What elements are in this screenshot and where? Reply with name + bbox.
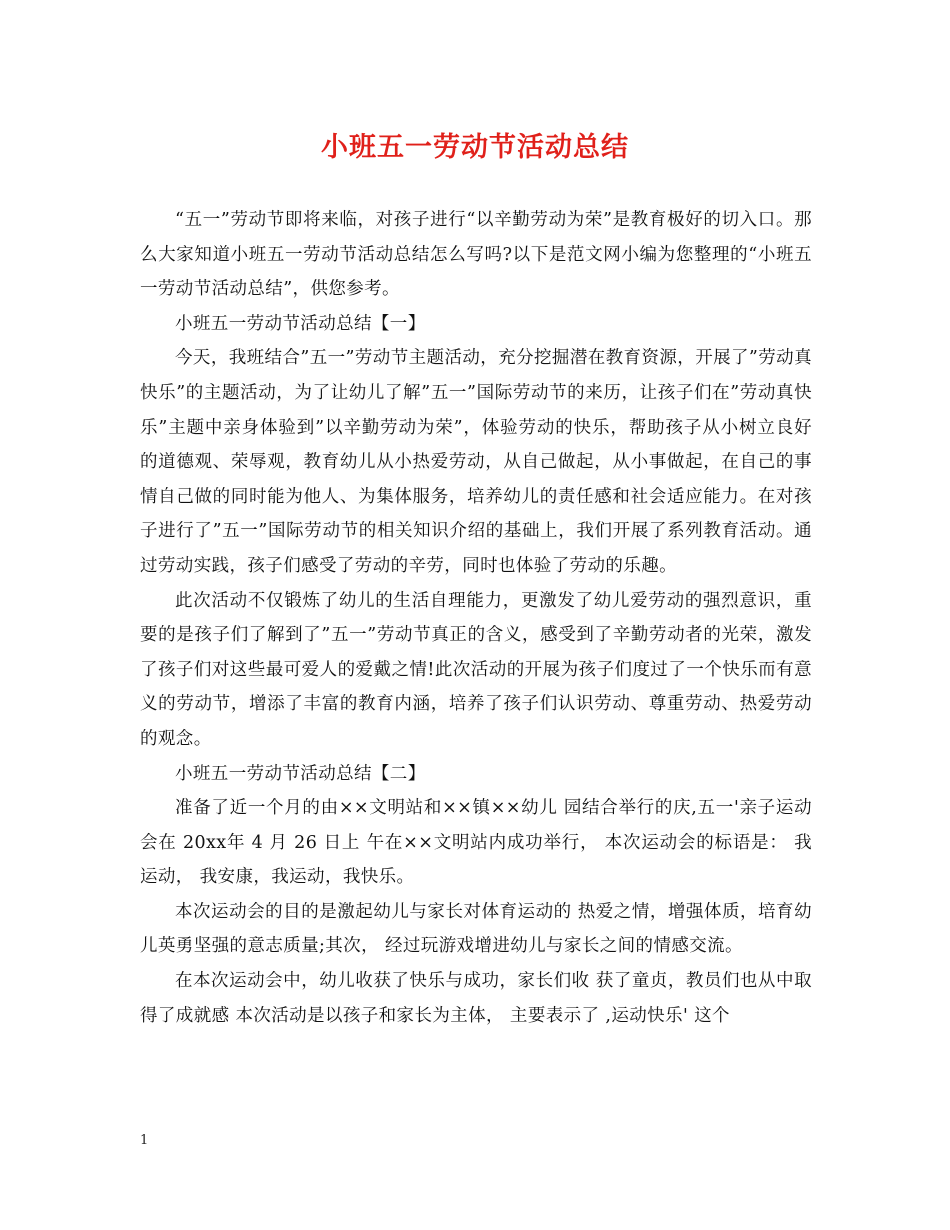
document-title: 小班五一劳动节活动总结: [321, 132, 629, 163]
intro-paragraph: “五一”劳动节即将来临，对孩子进行“以辛勤劳动为荣”是教育极好的切入口。那么大家知道小班五一劳动节活动总结怎么写吗?以下是范文网小编为您整理的“小班五一劳动节活动总结”，供您参考。: [140, 210, 812, 300]
section-heading-one: 小班五一劳动节活动总结【一】: [175, 313, 426, 334]
body-paragraph: 在本次运动会中，幼儿收获了快乐与成功，家长们收 获了童贞，教员们也从中取得了成就感 本次活动是以孩子和家长为主体， 主要表示了 ,运动快乐' 这个: [140, 971, 812, 1026]
page-number: 1: [140, 1133, 149, 1148]
section-heading-two: 小班五一劳动节活动总结【二】: [175, 763, 426, 784]
body-paragraph: 准备了近一个月的由××文明站和××镇××幼儿 园结合举行的庆,五一'亲子运动会在 20xx年 4 月 26 日上 午在××文明站内成功举行， 本次运动会的标语是： 我运动， 我安康，我运动，我快乐。: [140, 798, 812, 888]
body-paragraph: 此次活动不仅锻炼了幼儿的生活自理能力，更激发了幼儿爱劳动的强烈意识，重要的是孩子们了解到了”五一”劳动节真正的含义，感受到了辛勤劳动者的光荣，激发了孩子们对这些最可爱人的爱戴之情!此次活动的开展为孩子们度过了一个快乐而有意义的劳动节，增添了丰富的教育内涵，培养了孩子们认识劳动、尊重劳动、热爱劳动的观念。: [140, 590, 812, 749]
body-paragraph: 本次运动会的目的是激起幼儿与家长对体育运动的 热爱之情，增强体质，培育幼儿英勇坚强的意志质量;其次， 经过玩游戏增进幼儿与家长之间的情感交流。: [140, 901, 812, 957]
body-paragraph: 今天，我班结合”五一”劳动节主题活动，充分挖掘潜在教育资源，开展了”劳动真快乐”的主题活动，为了让幼儿了解”五一”国际劳动节的来历，让孩子们在”劳动真快乐”主题中亲身体验到”以辛勤劳动为荣”，体验劳动的快乐，帮助孩子从小树立良好的道德观、荣辱观，教育幼儿从小热爱劳动，从自己做起，从小事做起，在自己的事情自己做的同时能为他人、为集体服务，培养幼儿的责任感和社会适应能力。在对孩子进行了”五一”国际劳动节的相关知识介绍的基础上，我们开展了系列教育活动。通过劳动实践，孩子们感受了劳动的辛劳，同时也体验了劳动的乐趣。: [140, 348, 812, 576]
document-body: [140, 203, 812, 1033]
